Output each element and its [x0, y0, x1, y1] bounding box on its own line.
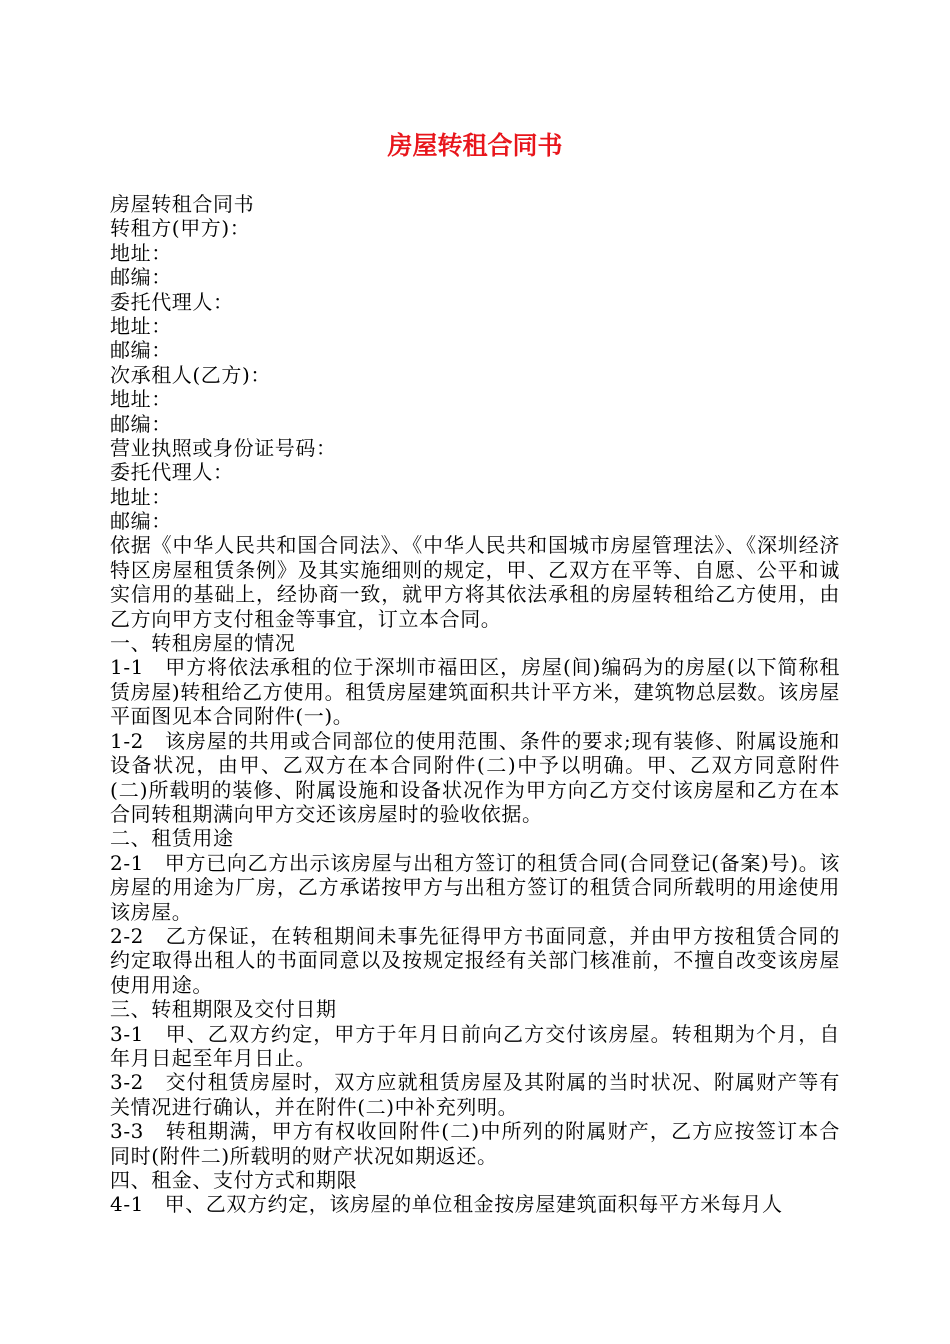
header-line-address: 地址： — [110, 313, 172, 338]
header-line-postcode: 邮编： — [110, 265, 172, 290]
document-title: 房屋转租合同书 — [387, 131, 563, 160]
header-line-address: 地址： — [110, 240, 172, 265]
clause-4-1: 4-1 甲、乙双方约定，该房屋的单位租金按房屋建筑面积每平方米每月人 — [110, 1192, 783, 1217]
header-line-postcode: 邮编： — [110, 338, 172, 363]
header-line-postcode: 邮编： — [110, 411, 172, 436]
clause-2-1: 2-1 甲方已向乙方出示该房屋与出租方签订的租赁合同(合同登记(备案)号)。该房屋的用途为厂房，乙方承诺按甲方与出租方签订的租赁合同所载明的用途使用该房屋。 — [110, 850, 840, 924]
header-line-address: 地址： — [110, 484, 172, 509]
header-line-contract-name: 房屋转租合同书 — [110, 192, 255, 216]
header-line-postcode: 邮编： — [110, 509, 172, 534]
section-heading: 四、租金、支付方式和期限 — [110, 1167, 358, 1192]
header-line-license-id: 营业执照或身份证号码： — [110, 435, 337, 460]
header-line-sublessor: 转租方(甲方)： — [110, 216, 251, 241]
clause-2-2: 2-2 乙方保证，在转租期间未事先征得甲方书面同意，并由甲方按租赁合同的约定取得出租人的书面同意以及按规定报经有关部门核准前，不擅自改变该房屋使用用途。 — [110, 923, 840, 997]
section-heading: 三、转租期限及交付日期 — [110, 997, 337, 1022]
header-line-sublessee: 次承租人(乙方)： — [110, 362, 272, 387]
clause-3-3: 3-3 转租期满，甲方有权收回附件(二)中所列的附属财产，乙方应按签订本合同时(附件二)所载明的财产状况如期返还。 — [110, 1119, 840, 1168]
section-heading: 二、租赁用途 — [110, 826, 234, 851]
clause-3-1: 3-1 甲、乙双方约定，甲方于年月日前向乙方交付该房屋。转租期为个月，自年月日起至年月日止。 — [110, 1021, 840, 1070]
header-line-agent: 委托代理人： — [110, 460, 234, 485]
header-line-address: 地址： — [110, 387, 172, 412]
clause-1-1: 1-1 甲方将依法承租的位于深圳市福田区，房屋(间)编码为的房屋(以下简称租赁房屋)转租给乙方使用。租赁房屋建筑面积共计平方米，建筑物总层数。该房屋平面图见本合同附件(一)。 — [110, 655, 840, 729]
header-line-agent: 委托代理人： — [110, 289, 234, 314]
contract-body — [110, 192, 840, 1217]
clause-1-2: 1-2 该房屋的共用或合同部位的使用范围、条件的要求;现有装修、附属设施和设备状况，由甲、乙双方在本合同附件(二)中予以明确。甲、乙双方同意附件(二)所载明的装修、附属设施和设备状况作为甲方向乙方交付该房屋和乙方在本合同转租期满向甲方交还该房屋时的验收依据。 — [110, 728, 840, 826]
section-heading: 一、转租房屋的情况 — [110, 631, 296, 656]
clause-3-2: 3-2 交付租赁房屋时，双方应就租赁房屋及其附属的当时状况、附属财产等有关情况进行确认，并在附件(二)中补充列明。 — [110, 1070, 840, 1119]
intro-paragraph: 依据《中华人民共和国合同法》、《中华人民共和国城市房屋管理法》、《深圳经济特区房屋租赁条例》及其实施细则的规定，甲、乙双方在平等、自愿、公平和诚实信用的基础上，经协商一致，就甲方将其依法承租的房屋转租给乙方使用，由乙方向甲方支付租金等事宜，订立本合同。 — [110, 533, 840, 631]
